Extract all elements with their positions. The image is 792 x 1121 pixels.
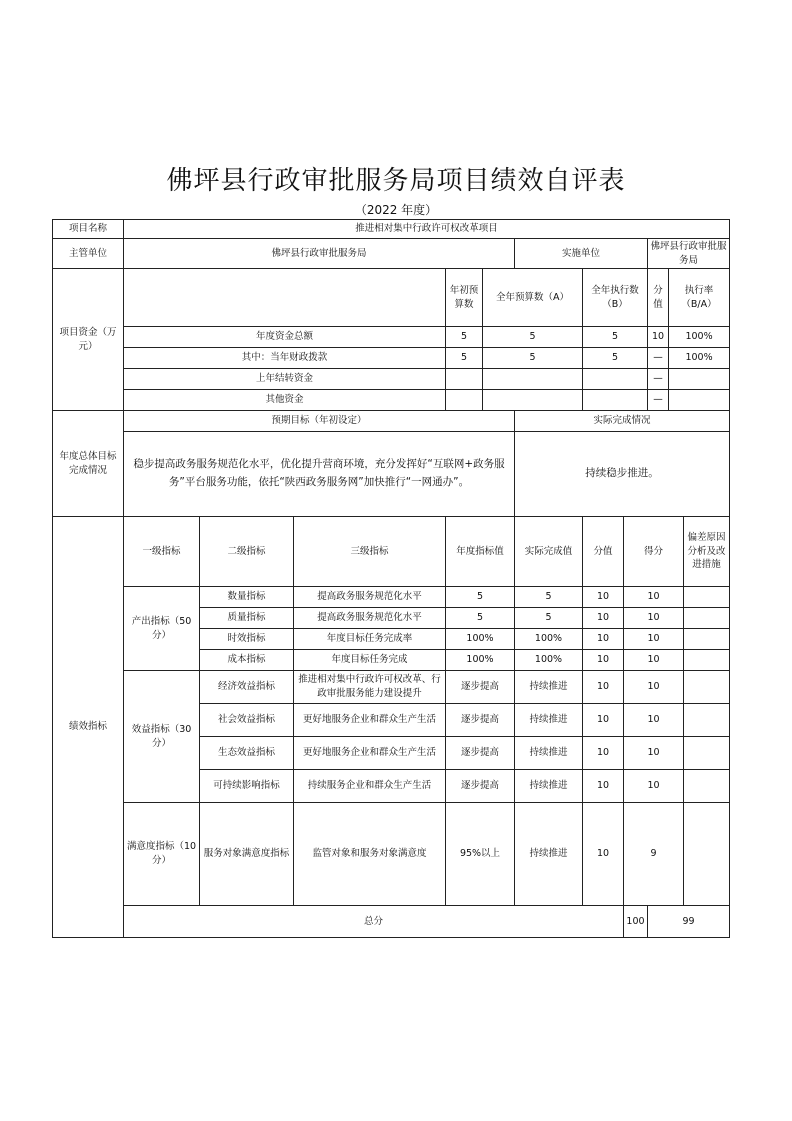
- total-row: [53, 906, 730, 938]
- funds-cell-rate: 100%: [669, 327, 730, 348]
- ind-score: 10: [624, 770, 684, 803]
- impl-label: 实施单位: [515, 239, 648, 269]
- funds-cell-annual: [483, 369, 583, 390]
- ind-header-score: 得分: [624, 517, 684, 587]
- ind-value: 10: [583, 608, 624, 629]
- funds-cell-value: —: [648, 369, 669, 390]
- funds-row-carryover: [53, 369, 730, 390]
- ind-reason: [684, 587, 730, 608]
- page-title: 佛坪县行政审批服务局项目绩效自评表: [166, 166, 626, 196]
- ind-level2: 质量指标: [200, 608, 294, 629]
- total-score: 99: [648, 906, 730, 938]
- impl-value: 佛坪县行政审批服务局: [648, 239, 730, 269]
- ind-header-value: 分值: [583, 517, 624, 587]
- ind-reason: [684, 650, 730, 671]
- funds-cell-initial: 5: [446, 348, 483, 369]
- ind-target: 逐步提高: [446, 770, 515, 803]
- ind-target: 5: [446, 608, 515, 629]
- department-row: [53, 239, 730, 269]
- ind-score: 10: [624, 737, 684, 770]
- ind-header-level1: 一级指标: [124, 517, 200, 587]
- ind-target: 100%: [446, 650, 515, 671]
- ind-level2: 时效指标: [200, 629, 294, 650]
- ind-target: 逐步提高: [446, 704, 515, 737]
- indicator-row: [53, 587, 730, 608]
- ind-level2: 数量指标: [200, 587, 294, 608]
- ind-reason: [684, 770, 730, 803]
- ind-actual: 100%: [515, 650, 583, 671]
- funds-header-executed: 全年执行数（B）: [583, 269, 648, 327]
- funds-cell-executed: [583, 390, 648, 411]
- indicator-row: [53, 803, 730, 906]
- ind-value: 10: [583, 737, 624, 770]
- indicator-row: [53, 671, 730, 704]
- ind-reason: [684, 629, 730, 650]
- ind-target: 逐步提高: [446, 737, 515, 770]
- ind-level3: 监管对象和服务对象满意度: [294, 803, 446, 906]
- ind-header-target: 年度指标值: [446, 517, 515, 587]
- ind-reason: [684, 803, 730, 906]
- project-name-row: [53, 220, 730, 239]
- indicator-group-benefit: 效益指标（30 分）: [124, 671, 200, 803]
- funds-row-fiscal: [53, 348, 730, 369]
- ind-header-reason: 偏差原因分析及改进措施: [684, 517, 730, 587]
- goals-actual-header: 实际完成情况: [515, 411, 730, 432]
- ind-value: 10: [583, 587, 624, 608]
- ind-value: 10: [583, 650, 624, 671]
- ind-reason: [684, 737, 730, 770]
- ind-actual: 持续推进: [515, 704, 583, 737]
- indicator-group-output: 产出指标（50 分）: [124, 587, 200, 671]
- ind-value: 10: [583, 803, 624, 906]
- funds-row-label: 其中：当年财政拨款: [124, 348, 446, 369]
- funds-row-label: 年度资金总额: [124, 327, 446, 348]
- indicators-header-row: [53, 517, 730, 587]
- funds-row-other: [53, 390, 730, 411]
- ind-level2: 服务对象满意度指标: [200, 803, 294, 906]
- total-label: 总分: [124, 906, 624, 938]
- ind-level3: 提高政务服务规范化水平: [294, 587, 446, 608]
- funds-cell-annual: 5: [483, 348, 583, 369]
- goals-label: 年度总体目标完成情况: [53, 411, 124, 517]
- ind-actual: 5: [515, 587, 583, 608]
- funds-cell-value: —: [648, 390, 669, 411]
- ind-target: 逐步提高: [446, 671, 515, 704]
- goals-header-row: [53, 411, 730, 432]
- ind-value: 10: [583, 629, 624, 650]
- funds-cell-value: —: [648, 348, 669, 369]
- ind-actual: 5: [515, 608, 583, 629]
- ind-score: 10: [624, 704, 684, 737]
- ind-level2: 生态效益指标: [200, 737, 294, 770]
- dept-label: 主管单位: [53, 239, 124, 269]
- indicators-label: 绩效指标: [53, 517, 124, 938]
- total-value: 100: [624, 906, 648, 938]
- funds-row-total: [53, 327, 730, 348]
- ind-level2: 社会效益指标: [200, 704, 294, 737]
- ind-actual: 100%: [515, 629, 583, 650]
- ind-score: 10: [624, 671, 684, 704]
- funds-cell-initial: 5: [446, 327, 483, 348]
- ind-value: 10: [583, 770, 624, 803]
- ind-reason: [684, 671, 730, 704]
- year-subtitle: （2022 年度）: [354, 203, 438, 217]
- funds-cell-value: 10: [648, 327, 669, 348]
- goals-expected-header: 预期目标（年初设定）: [124, 411, 515, 432]
- ind-level3: 更好地服务企业和群众生产生活: [294, 737, 446, 770]
- ind-reason: [684, 608, 730, 629]
- funds-header-blank: [124, 269, 446, 327]
- funds-cell-executed: 5: [583, 348, 648, 369]
- funds-cell-rate: [669, 369, 730, 390]
- ind-level2: 经济效益指标: [200, 671, 294, 704]
- ind-score: 10: [624, 629, 684, 650]
- funds-row-label: 其他资金: [124, 390, 446, 411]
- ind-value: 10: [583, 704, 624, 737]
- funds-cell-annual: 5: [483, 327, 583, 348]
- ind-target: 95%以上: [446, 803, 515, 906]
- funds-cell-executed: 5: [583, 327, 648, 348]
- ind-level3: 年度目标任务完成: [294, 650, 446, 671]
- dept-value: 佛坪县行政审批服务局: [124, 239, 515, 269]
- ind-actual: 持续推进: [515, 737, 583, 770]
- funds-header-initial: 年初预算数: [446, 269, 483, 327]
- indicator-group-satisfaction: 满意度指标（10 分）: [124, 803, 200, 906]
- funds-cell-rate: 100%: [669, 348, 730, 369]
- ind-level3: 更好地服务企业和群众生产生活: [294, 704, 446, 737]
- ind-score: 10: [624, 587, 684, 608]
- ind-actual: 持续推进: [515, 803, 583, 906]
- ind-reason: [684, 704, 730, 737]
- ind-target: 5: [446, 587, 515, 608]
- ind-level2: 可持续影响指标: [200, 770, 294, 803]
- ind-score: 10: [624, 608, 684, 629]
- funds-row-label: 上年结转资金: [124, 369, 446, 390]
- funds-cell-initial: [446, 390, 483, 411]
- ind-score: 10: [624, 650, 684, 671]
- funds-header-rate: 执行率（B/A）: [669, 269, 730, 327]
- funds-label: 项目资金（万元）: [53, 269, 124, 411]
- funds-header-row: [53, 269, 730, 327]
- ind-score: 9: [624, 803, 684, 906]
- goals-content-row: [53, 432, 730, 517]
- funds-cell-annual: [483, 390, 583, 411]
- ind-level3: 提高政务服务规范化水平: [294, 608, 446, 629]
- goals-actual-text: 持续稳步推进。: [515, 432, 730, 517]
- project-name-label: 项目名称: [53, 220, 124, 239]
- ind-level2: 成本指标: [200, 650, 294, 671]
- ind-header-level2: 二级指标: [200, 517, 294, 587]
- ind-actual: 持续推进: [515, 770, 583, 803]
- funds-header-annual: 全年预算数（A）: [483, 269, 583, 327]
- ind-actual: 持续推进: [515, 671, 583, 704]
- funds-cell-initial: [446, 369, 483, 390]
- ind-level3: 持续服务企业和群众生产生活: [294, 770, 446, 803]
- evaluation-table: [52, 219, 730, 938]
- ind-level3: 推进相对集中行政许可权改革、行政审批服务能力建设提升: [294, 671, 446, 704]
- ind-header-actual: 实际完成值: [515, 517, 583, 587]
- ind-level3: 年度目标任务完成率: [294, 629, 446, 650]
- ind-target: 100%: [446, 629, 515, 650]
- funds-cell-rate: [669, 390, 730, 411]
- funds-header-value: 分值: [648, 269, 669, 327]
- funds-cell-executed: [583, 369, 648, 390]
- goals-expected-text: 稳步提高政务服务规范化水平，优化提升营商环境，充分发挥好“互联网+政务服务”平台服务功能，依托“陕西政务服务网”加快推行“一网通办”。: [124, 432, 515, 517]
- ind-value: 10: [583, 671, 624, 704]
- project-name-value: 推进相对集中行政许可权改革项目: [124, 220, 730, 239]
- ind-header-level3: 三级指标: [294, 517, 446, 587]
